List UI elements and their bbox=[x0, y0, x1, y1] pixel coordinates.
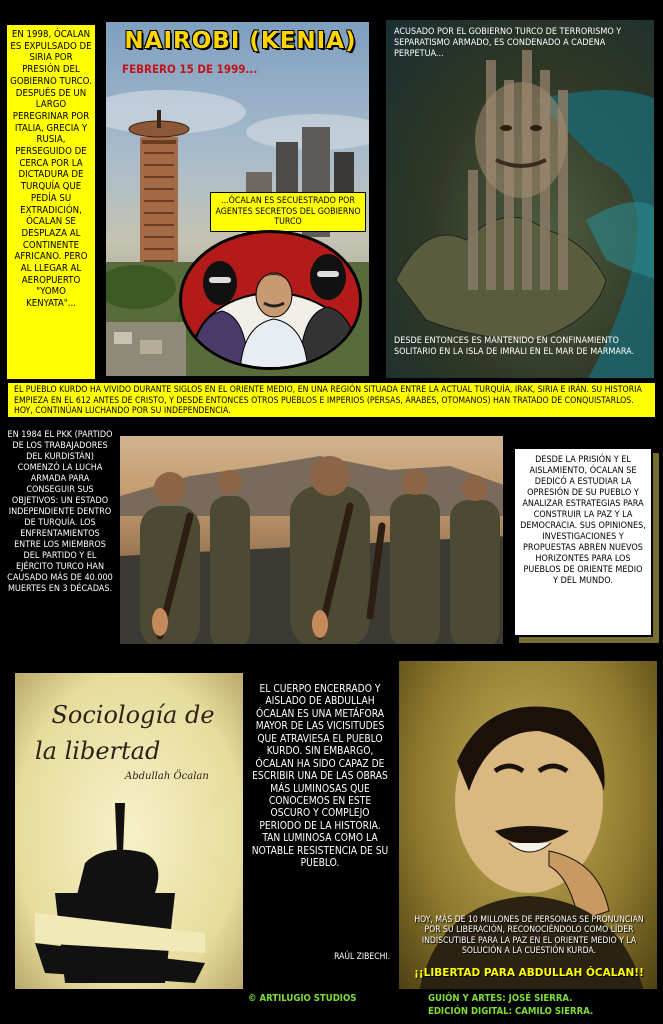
nairobi-date: FEBRERO 15 DE 1999... bbox=[122, 62, 258, 76]
guerrilla-march-illustration bbox=[120, 436, 505, 646]
imrali-bottom-caption: DESDE ENTONCES ES MANTENIDO EN CONFINAMIENTO SOLITARIO EN LA ISLA DE IMRALI EN EL MAR DE MARMARA. bbox=[394, 336, 635, 357]
credit-digital: EDICIÓN DIGITAL: CAMILO SIERRA. bbox=[428, 1006, 594, 1017]
chained-hand-icon bbox=[15, 783, 244, 990]
guerrilla-photo-panel bbox=[118, 434, 505, 646]
kidnap-circle-inset bbox=[179, 230, 362, 370]
prison-study-caption-text: DESDE LA PRISIÓN Y EL AISLAMIENTO, ÓCALAN SE DEDICÓ A ESTUDIAR LA OPRESIÓN DE SU PUEBLO Y ANALIZAR ESTRATEGIAS PARA CONSTRUIR LA PAZ Y LA DEMOCRACIA. SUS OPINIONES, INVESTIGACIONES Y PROPUESTAS ABREN NUEVOS HORIZONTES PARA LOS PUEBLOS DE ORIENTE MEDIO Y DEL MUNDO. bbox=[520, 455, 646, 586]
top-left-caption-text: EN 1998, ÓCALAN ES EXPULSADO DE SIRIA POR PRESIÓN DEL GOBIERNO TURCO. DESPUÉS DE UN LARGO PEREGRINAR POR ITALIA, GRECIA Y RUSIA, PERSEGUIDO DE CERCA POR LA DICTADURA DE TURQUÍA QUE PEDÍA SU EXTRADICIÓN, ÓCALAN SE DESPLAZA AL CONTINENTE AFRICANO. PERO AL LLEGAR AL AEROPUERTO "YOMO KENYATA"... bbox=[10, 29, 92, 310]
kurdish-history-text: EL PUEBLO KURDO HA VIVIDO DURANTE SIGLOS EN EL ORIENTE MEDIO, EN UNA REGIÓN SITUADA ENTRE LA ACTUAL TURQUÍA, IRAK, SIRIA E IRÁN. SU HISTORIA EMPIEZA EN EL 612 ANTES DE CRISTO, Y DESDE ENTONCES OTROS PUEBLOS E IMPERIOS (PERSAS, ÁRABES, OTOMANOS) HAN TRATADO DE CONQUISTARLOS. HOY, CONTINÚAN LUCHANDO POR SU INDEPENDENCIA. bbox=[14, 385, 642, 417]
book-title-line2: la libertad bbox=[35, 737, 161, 765]
book-title-line1: Sociología de bbox=[51, 701, 215, 729]
book-cover-panel bbox=[14, 672, 244, 990]
credit-studio: © ARTILUGIO STUDIOS bbox=[248, 993, 357, 1004]
metaphor-text: EL CUERPO ENCERRADO Y AISLADO DE ABDULLAH ÓCALAN ES UNA METÁFORA MAYOR DE LAS VICISITUDES QUE ATRAVIESA EL PUEBLO KURDO. SIN EMBARGO, ÓCALAN HA SIDO CAPAZ DE ESCRIBIR UNA DE LAS OBRAS MÁS LUMINOSAS QUE CONOCEMOS EN ESTE OSCURO Y COMPLEJO PERIODO DE LA HISTORIA. TAN LUMINOSA COMO LA NOTABLE RESISTENCIA DE SU PUEBLO. bbox=[251, 684, 389, 870]
book-author: Abdullah Öcalan bbox=[125, 771, 209, 782]
imrali-island-art bbox=[386, 20, 656, 380]
kidnap-caption-box bbox=[210, 192, 366, 232]
metaphor-author: RAÚL ZIBECHI. bbox=[334, 952, 390, 962]
nairobi-title: NAIROBI (KENIA) bbox=[124, 28, 357, 54]
pkk-caption: EN 1984 EL PKK (PARTIDO DE LOS TRABAJADORES DEL KURDISTÁN) COMENZÓ LA LUCHA ARMADA PARA CONSEGUIR SUS OBJETIVOS: UN ESTADO INDEPENDIENTE DENTRO DE TURQUÍA. LOS ENFRENTAMIENTOS ENTRE LOS MIEMBROS DEL PARTIDO Y EL EJÉRCITO TURCO HAN CAUSADO MÁS DE 40.000 MUERTES EN 3 DÉCADAS. bbox=[7, 430, 113, 594]
prison-study-caption-box bbox=[513, 447, 653, 637]
ocalan-portrait-panel bbox=[398, 660, 658, 990]
kurdish-history-banner bbox=[7, 382, 656, 418]
nairobi-panel bbox=[104, 20, 371, 378]
top-left-caption-box bbox=[6, 24, 96, 380]
kidnap-caption-text: ...ÓCALAN ES SECUESTRADO POR AGENTES SECRETOS DEL GOBIERNO TURCO bbox=[215, 196, 361, 228]
liberty-slogan: ¡¡LIBERTAD PARA ABDULLAH ÓCALAN!! bbox=[414, 967, 644, 979]
portrait-caption: HOY, MÁS DE 10 MILLONES DE PERSONAS SE PRONUNCIAN POR SU LIBERACIÓN, RECONOCIÉNDOLO COMO LÍDER INDISCUTIBLE PARA LA PAZ EN EL ORIENTE MEDIO Y LA SOLUCIÓN A LA CUESTIÓN KURDA. bbox=[414, 915, 644, 957]
imrali-panel bbox=[384, 18, 656, 380]
imrali-top-caption: ACUSADO POR EL GOBIERNO TURCO DE TERRORISMO Y SEPARATISMO ARMADO, ES CONDENADO A CADENA PERPETUA... bbox=[394, 27, 622, 59]
credit-script: GUIÓN Y ARTES: JOSÉ SIERRA. bbox=[428, 993, 573, 1004]
kidnap-illustration bbox=[182, 233, 362, 370]
